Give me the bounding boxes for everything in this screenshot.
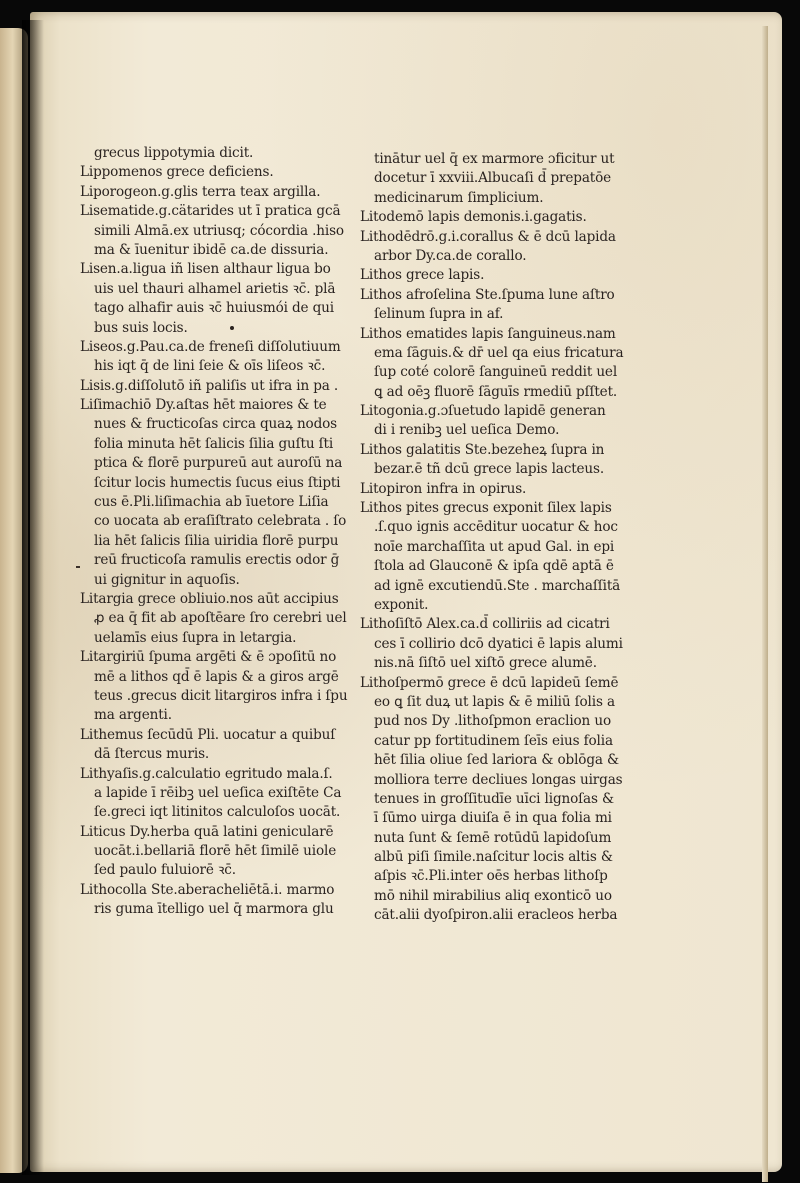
text-line: Litogonia.g.ɔſuetudo lapidē generan (360, 403, 606, 420)
text-line: Lithoſpermō grece ē dcū lapideū ſemē (360, 674, 619, 691)
text-line: ſe.greci iqt litinitos calculoſos uocāt. (94, 804, 341, 821)
text-line: Lippomenos grece deficiens. (80, 164, 274, 181)
text-line: Litodemō lapis demonis.i.gagatis. (360, 209, 587, 226)
text-line: Litopiron infra in opirus. (360, 480, 527, 497)
text-line: ſelinum ſupra in af. (374, 306, 504, 323)
text-line: his iqt q̄ de lini ſeie & oīs liſeos ꝛc̄. (94, 358, 326, 375)
text-line: Liſimachiō Dy.aſtas hēt maiores & te (80, 397, 327, 414)
text-line: dā ſtercus muris. (94, 746, 210, 763)
text-line: ꝗ ad oēꝫ fluorē ſāguīs rmediū pſſtet. (374, 383, 618, 400)
left-text-column (80, 144, 348, 920)
text-line: tinātur uel q̄ ex marmore ɔficitur ut (374, 151, 615, 167)
text-line: ris guma ītelligo uel q̄ marmora glu (94, 901, 334, 918)
right-text-column (360, 150, 628, 926)
text-line: hēt ſilia oliue ſed lariora & oblōga & (374, 752, 619, 769)
text-line: Lithodēdrō.g.i.corallus & ē dcū lapida (360, 228, 616, 245)
text-line: Liporogeon.g.glis terra teax argilla. (80, 183, 321, 200)
text-line: co uocata ab eraſiſtrato celebrata . ſo (94, 513, 347, 530)
text-line: uis uel thauri alhamel arietis ꝛc̄. plā (94, 280, 336, 297)
text-line: Lisematide.g.cätarides ut ī pratica gcā (80, 203, 341, 220)
text-line: noīe marchaſſita ut apud Gal. in epi (374, 538, 615, 555)
text-line: cus ē.Pli.liſimachia ab īuetore Liſia (94, 494, 329, 511)
text-line: Lithos ematides lapis ſanguineus.nam (360, 325, 616, 342)
text-line: reū fructicoſa ramulis erectis odor ḡ (94, 552, 340, 569)
text-line: aſpis ꝛc̄.Pli.inter oēs herbas lithoſp (374, 868, 608, 885)
text-line: Lisen.a.ligua iñ lisen althaur ligua bo (80, 261, 331, 278)
text-line: exponit. (374, 596, 429, 613)
text-line: ma argenti. (94, 707, 172, 724)
text-line: tago alhafir auis ꝛc̄ huiusmói de qui (94, 300, 334, 317)
text-line: cāt.alii dyoſpiron.alii eracleos herba (374, 907, 618, 924)
text-line: eo ꝗ ſit duꝝ ut lapis & ē miliū ſolis a (374, 693, 615, 710)
text-line: grecus lippotymia dicit. (94, 145, 254, 161)
text-line: molliora terre decliues longas uirgas (374, 771, 623, 788)
text-line: tenues in groſſitudīe uīci lignoſas & (374, 790, 614, 807)
text-line: teus .grecus dicit litargiros infra i ſpu (94, 687, 348, 704)
text-line: nuta ſunt & ſemē rotūdū lapidoſum (374, 829, 612, 846)
text-line: ui gignitur in aquoſis. (94, 571, 240, 588)
page-edge (762, 26, 768, 1182)
text-line: ſtola ad Glauconē & ipſa qdē aptā ē (374, 558, 614, 575)
text-line: pud nos Dy .lithoſpmon eraclion uo (374, 713, 611, 730)
text-line: Lithos afroſelina Ste.ſpuma lune aſtro (360, 286, 615, 303)
text-line: folia minuta hēt ſalicis ſilia guſtu ſti (94, 435, 334, 452)
gutter-shadow (22, 20, 44, 1175)
ink-speck (76, 566, 80, 568)
text-line: Liseos.g.Pau.ca.de freneſi diſſolutiuum (80, 338, 341, 355)
text-line: ſup coté colorē ſanguineū reddit uel (374, 364, 618, 381)
text-line: albū piſi ſimile.naſcitur locis altis & (374, 849, 613, 866)
text-line: uocāt.i.bellariā florē hēt ſimilē uiole (94, 843, 337, 860)
text-line: ꝓ ea q̄ fit ab apoſtēare ſro cerebri uel (94, 610, 347, 627)
text-line: docetur ī xxviii.Albucaſi d̄ prepatōe (374, 170, 612, 187)
text-line: Liticus Dy.herba quā latini genicularē (80, 823, 334, 840)
text-line: bus suis locis. (94, 319, 188, 336)
text-line: ī ſūmo uirga diuiſa ē in qua folia mi (374, 810, 612, 827)
text-line: ma & īuenitur ibidē ca.de dissuria. (94, 241, 329, 258)
text-line: mō nihil mirabilius aliq exonticō uo (374, 887, 612, 904)
text-line: ema ſāguis.& dr̄ uel qa eius fricatura (374, 344, 624, 361)
ink-dot (230, 326, 234, 330)
text-line: .ſ.quo ignis accēditur uocatur & hoc (374, 519, 618, 536)
text-line: arbor Dy.ca.de corallo. (374, 247, 527, 264)
text-line: lia hēt ſalicis ſilia uiridia florē purpu (94, 532, 339, 549)
text-line: Lithoſiſtō Alex.ca.d̄ colliriis ad cicatri (360, 616, 610, 633)
text-line: ſcitur locis humectis ſucus eius ſtipti (94, 474, 341, 491)
text-line: catur pp fortitudinem ſeīs eius folia (374, 732, 613, 749)
text-line: Lisis.g.diſſolutō iñ paliſis ut ifra in pa . (80, 377, 339, 394)
text-line: medicinarum ſimplicium. (374, 189, 544, 206)
text-line: Lithos grece lapis. (360, 267, 485, 284)
text-line: Lithyaſis.g.calculatio egritudo mala.ſ. (80, 765, 333, 782)
text-line: uelamīs eius ſupra in letargia. (94, 629, 297, 646)
text-line: ad ignē excutiendū.Ste . marchaſſitā (374, 577, 621, 594)
text-line: Lithos pites grecus exponit ſilex lapis (360, 500, 612, 517)
text-line: Litargia grece obliuio.nos aūt accipius (80, 590, 339, 607)
text-line: bezar.ē tñ dcū grece lapis lacteus. (374, 461, 605, 478)
text-line: ces ī collirio dcō dyatici ē lapis alumi (374, 635, 623, 652)
text-line: nis.nā ſiſtō uel xiſtō grece alumē. (374, 655, 597, 672)
text-line: Lithemus ſecūdū Pli. uocatur a quibuſ (80, 726, 336, 743)
text-line: di i renibꝫ uel ueſica Demo. (374, 422, 560, 439)
text-line: ſed paulo fuluiorē ꝛc̄. (94, 862, 236, 879)
text-line: Lithocolla Ste.aberacheliētā.i. marmo (80, 881, 335, 898)
text-line: a lapide ī rēibꝫ uel ueſica exiſtēte Ca (94, 784, 342, 801)
text-line: mē a lithos qd̄ ē lapis & a giros argē (94, 668, 339, 685)
text-line: Lithos galatitis Ste.bezeheꝝ ſupra in (360, 441, 605, 458)
text-line: Litargiriū ſpuma argēti & ē ɔpoſitū no (80, 649, 337, 666)
text-line: ptica & florē purpureū aut auroſū na (94, 455, 343, 472)
text-line: simili Almā.ex utriusq; cócordia .hiso (94, 222, 344, 239)
text-line: nues & fructicoſas circa quaꝝ nodos (94, 416, 338, 433)
